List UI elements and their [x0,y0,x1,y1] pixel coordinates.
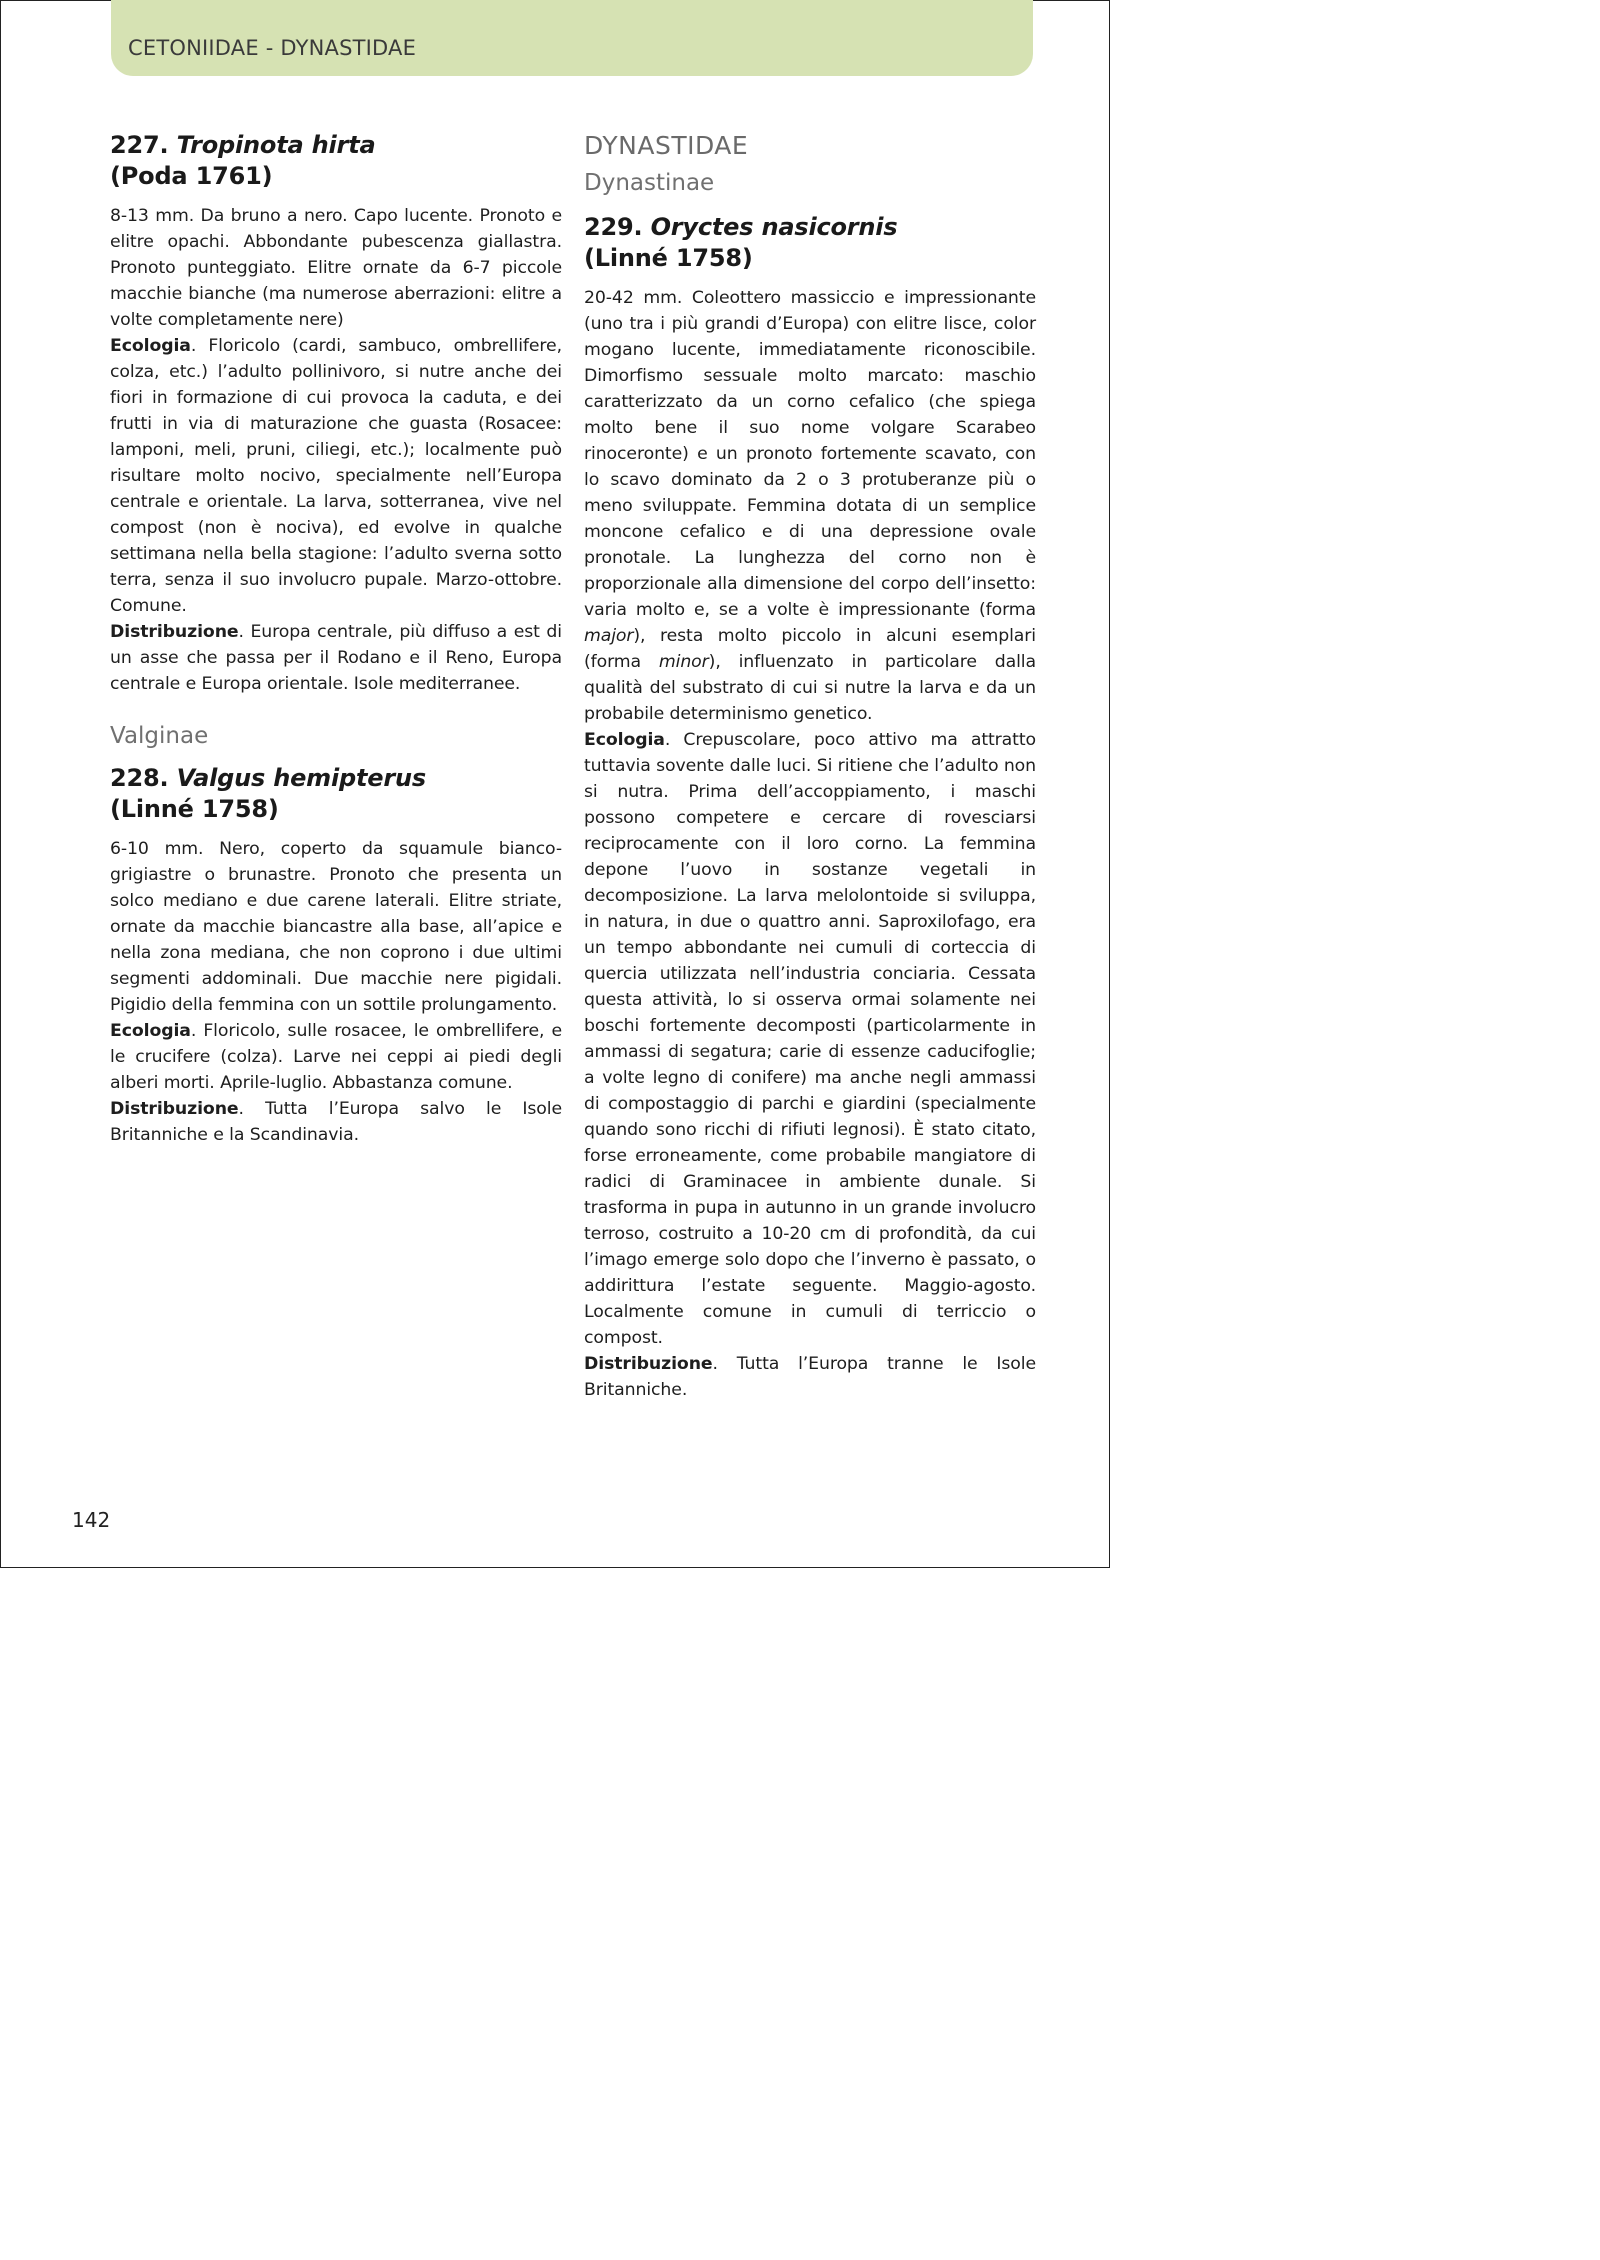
species-distribution [110,1096,562,1148]
ecology-label: Ecologia [110,336,191,356]
form-major: major [584,626,634,646]
family-heading: DYNASTIDAE [584,131,749,160]
species-ecology [584,727,1036,1351]
species-entry-227 [110,130,562,697]
ecology-text: . Floricolo, sulle rosacee, le ombrellifere, e le crucifere (colza). Larve nei ceppi ai piedi degli alberi morti. Aprile-luglio. Abbastanza comune. [110,1021,562,1093]
subfamily-heading-dynastinae: Dynastinae [584,170,715,196]
species-entry-229 [584,212,1036,1403]
ecology-text: . Crepuscolare, poco attivo ma attratto tuttavia sovente dalle luci. Si ritiene che l’adulto non si nutra. Prima dell’accoppiamento, i maschi possono competere e cercare di rovesciarsi reciprocamente con il loro corno. La femmina depone l’uovo in sostanze vegetali in decomposizione. La larva melolontoide si sviluppa, in natura, in due o quattro anni. Saproxilofago, era un tempo abbondante nei cumuli di corteccia di quercia utilizzata nell’industria conciaria. Cessata questa attività, lo si osserva ormai solamente nei boschi fortemente decomposti (particolarmente in ammassi di segatura; carie di essenze caducifoglie; a volte legno di conifere) ma anche negli ammassi di compostaggio di parchi e giardini (specialmente quando sono ricchi di rifiuti legnosi). È stato citato, forse erroneamente, come probabile mangiatore di radici di Graminacee in ambiente dunale. Si trasforma in pupa in autunno in un grande involucro terroso, costruito a 10-20 cm di profondità, da cui l’imago emerge solo dopo che l’inverno è passato, o addirittura l’estate seguente. Maggio-agosto. Localmente comune in cumuli di terriccio o compost. [584,730,1036,1348]
description-part-a: 20-42 mm. Coleottero massiccio e impressionante (uno tra i più grandi d’Europa) con elitre lisce, color mogano lucente, immediatamente riconoscibile. Dimorfismo sessuale molto marcato: maschio caratterizzato da un corno cefalico (che spiega molto bene il suo nome volgare Scarabeo rinoceronte) e un pronoto fortemente scavato, con lo scavo dominato da 2 o 3 protuberanze più o meno sviluppate. Femmina dotata di un semplice moncone cefalico e di una depressione ovale pronotale. La lunghezza del corno non è proporzionale alla dimensione del corpo dell’insetto: varia molto e, se a volte è impressionante (forma [584,288,1036,620]
species-title [110,130,562,192]
distribution-text: . Tutta l’Europa tranne le Isole Britanniche. [584,1354,1036,1400]
species-description: 8-13 mm. Da bruno a nero. Capo lucente. Pronoto e elitre opachi. Abbondante pubescenza giallastra. Pronoto punteggiato. Elitre ornate da 6-7 piccole macchie bianche (ma numerose aberrazioni: elitre a volte completamente nere) [110,206,562,330]
description-part-c: ), influenzato in particolare dalla qualità del substrato di cui si nutre la larva e da un probabile determinismo genetico. [584,652,1036,724]
species-author: (Linné 1758) [110,795,279,823]
species-ecology [110,333,562,619]
ecology-label: Ecologia [584,730,665,750]
form-minor: minor [658,652,709,672]
distribution-text: . Europa centrale, più diffuso a est di un asse che passa per il Rodano e il Reno, Europa centrale e Europa orientale. Isole mediterranee. [110,622,562,694]
species-scientific-name: Tropinota hirta [176,131,376,159]
distribution-label: Distribuzione [584,1354,713,1374]
species-ecology [110,1018,562,1096]
species-distribution [584,1351,1036,1403]
species-distribution [110,619,562,697]
species-author: (Poda 1761) [110,162,273,190]
ecology-text: . Floricolo (cardi, sambuco, ombrellifere, colza, etc.) l’adulto pollinivoro, si nutre anche dei fiori in formazione di cui provoca la caduta, e dei frutti in via di maturazione che guasta (Rosacee: lamponi, meli, pruni, ciliegi, etc.); localmente può risultare molto nocivo, specialmente nell’Europa centrale e orientale. La larva, sotterranea, vive nel compost (non è nociva), ed evolve in qualche settimana nella bella stagione: l’adulto sverna sotto terra, senza il suo involucro pupale. Marzo-ottobre. Comune. [110,336,562,616]
species-scientific-name: Oryctes nasicornis [650,213,898,241]
ecology-label: Ecologia [110,1021,191,1041]
species-number: 229. [584,213,643,241]
running-header-title: CETONIIDAE - DYNASTIDAE [128,36,417,60]
distribution-text: . Tutta l’Europa salvo le Isole Britanniche e la Scandinavia. [110,1099,562,1145]
species-title [110,763,562,825]
species-description [584,285,1036,727]
species-number: 228. [110,764,169,792]
species-entry-228 [110,763,562,1148]
species-title [584,212,1036,274]
species-number: 227. [110,131,169,159]
description-part-b: ), resta molto piccolo in alcuni esemplari (forma [584,626,1036,672]
distribution-label: Distribuzione [110,622,239,642]
species-description: 6-10 mm. Nero, coperto da squamule bianco-grigiastre o brunastre. Pronoto che presenta un solco mediano e due carene laterali. Elitre striate, ornate da macchie biancastre alla base, all’apice e nella zona mediana, che non coprono i due ultimi segmenti addominali. Due macchie nere pigidali. Pigidio della femmina con un sottile prolungamento. [110,839,562,1015]
left-column [110,130,562,1148]
page-number: 142 [72,1508,111,1532]
species-scientific-name: Valgus hemipterus [176,764,426,792]
running-header [111,0,1033,76]
distribution-label: Distribuzione [110,1099,239,1119]
subfamily-heading-valginae: Valginae [110,723,209,749]
right-column [584,130,1036,1403]
species-author: (Linné 1758) [584,244,753,272]
